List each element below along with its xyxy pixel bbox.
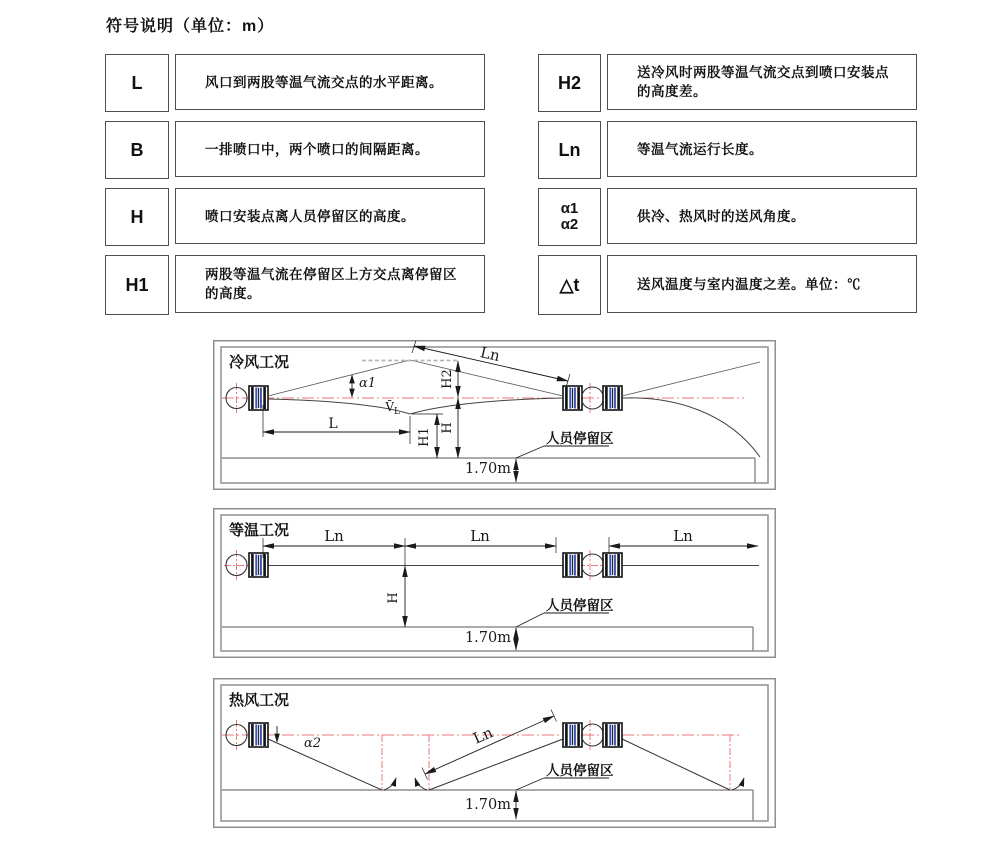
legend-desc-B: [175, 121, 485, 177]
ln-label: Ln: [470, 723, 496, 748]
legend-symbol-text: B: [130, 140, 144, 160]
legend-desc-line: 供冷、热风时的送风角度。: [637, 208, 805, 224]
diagram-title: 等温工况: [229, 522, 290, 539]
hot-air-diagram: [213, 678, 776, 828]
occupied-zone-label: 人员停留区: [546, 763, 614, 778]
zone-height-label: 1.70m: [464, 461, 511, 477]
legend-symbol-L: [105, 54, 169, 112]
legend-desc-H: [175, 188, 485, 244]
occupied-zone-label: 人员停留区: [546, 598, 614, 613]
legend-desc-line: 喷口安装点离人员停留区的高度。: [205, 208, 415, 224]
jet-lines: [268, 739, 744, 790]
zone-height-label: 1.70m: [464, 630, 511, 646]
diagram-title: 冷风工况: [229, 354, 290, 371]
legend-desc-line: 等温气流运行长度。: [637, 141, 763, 157]
legend-symbol-H2: [538, 54, 601, 112]
legend-symbol-text: H2: [557, 73, 581, 93]
h-label: H: [440, 422, 455, 434]
legend-symbol-text: H: [130, 207, 144, 227]
legend-symbol-Ln: [538, 121, 601, 179]
h2-label: H2: [440, 369, 455, 389]
legend-symbol-text: L: [131, 73, 143, 93]
legend-symbol-text: α1: [560, 200, 579, 217]
legend-desc-line: 的高度差。: [637, 84, 707, 99]
legend-desc-line: 一排喷口中，两个喷口的间隔距离。: [205, 141, 429, 157]
zone-height-label: 1.70m: [464, 797, 511, 813]
ln-label: Ln: [673, 527, 693, 545]
occupied-zone-label: 人员停留区: [546, 431, 614, 446]
page-title: 符号说明（单位：m）: [106, 18, 275, 35]
legend-desc-H1: [175, 255, 485, 313]
legend-desc-line: 两股等温气流在停留区上方交点离停留区: [205, 267, 457, 282]
diagram-title: 热风工况: [229, 692, 290, 709]
ln-label: Ln: [324, 527, 344, 545]
alpha2-label: α2: [304, 736, 322, 751]
legend-desc-Ln: [607, 121, 917, 177]
legend-desc-line: 送冷风时两股等温气流交点到喷口安装点: [637, 65, 889, 80]
dimensions: [263, 341, 609, 483]
l-label: L: [328, 416, 338, 432]
legend-symbol-H: [105, 188, 169, 246]
ln-label: Ln: [478, 343, 502, 366]
legend-desc-line: 风口到两股等温气流交点的水平距离。: [205, 74, 443, 90]
legend-symbol-text: H1: [125, 275, 149, 295]
legend-desc-line: 的高度。: [205, 286, 261, 301]
legend-symbol-text: Ln: [558, 140, 581, 160]
legend-desc-H2: [607, 54, 917, 110]
ln-label: Ln: [470, 527, 490, 545]
legend-desc-line: 送风温度与室内温度之差。单位：℃: [637, 276, 861, 292]
cold-air-diagram: [213, 340, 776, 490]
legend-desc-alpha: [607, 188, 917, 244]
legend-symbol-H1: [105, 255, 169, 315]
isothermal-diagram: [213, 508, 776, 658]
h-label: H: [386, 592, 401, 604]
jet-curves: [268, 398, 760, 457]
h1-label: H1: [417, 427, 432, 447]
legend-symbol-delta-t: [538, 255, 601, 315]
vl-label: $V̄_L$: [385, 400, 400, 417]
alpha1-label: α1: [359, 376, 377, 391]
legend-desc-L: [175, 54, 485, 110]
jet-construction-lines: [268, 360, 760, 396]
nozzle-icon: [226, 553, 268, 577]
legend-desc-delta-t: [607, 255, 917, 313]
legend-symbol-alpha: [538, 188, 601, 246]
legend-symbol-B: [105, 121, 169, 179]
legend-symbol-text: △t: [559, 275, 580, 295]
legend-symbol-text: α2: [560, 216, 579, 233]
